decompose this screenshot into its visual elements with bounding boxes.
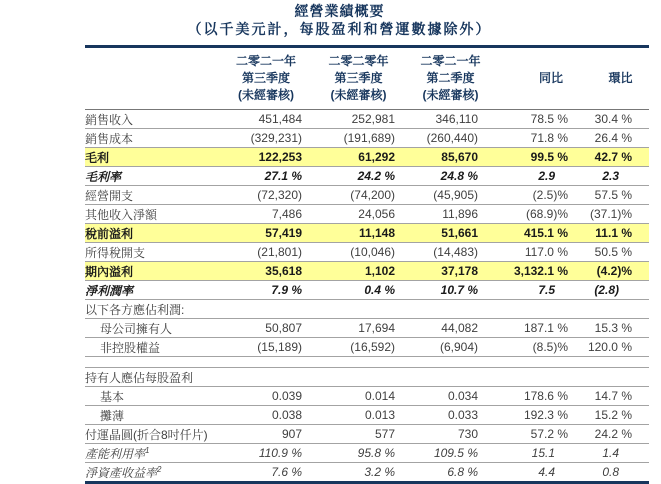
table-row [85, 406, 649, 425]
value-cell: 50.5 % [568, 243, 649, 262]
value-cell: 0.038 [230, 406, 302, 425]
value-cell: (4.2)% [568, 262, 649, 281]
value-cell: 27.1 % [230, 167, 302, 186]
row-label: 母公司擁有人 [85, 319, 230, 338]
table-row [85, 281, 649, 300]
value-cell: (72,320) [230, 186, 302, 205]
value-cell: 1.4 [568, 444, 649, 463]
value-cell: 26.4 % [568, 129, 649, 148]
value-cell: 117.0 % [478, 243, 568, 262]
value-cell: 1,102 [302, 262, 395, 281]
value-cell: 109.5 % [395, 444, 478, 463]
row-label: 以下各方應佔利潤: [85, 300, 230, 319]
value-cell: 11,896 [395, 205, 478, 224]
footnote-marker: 1 [145, 445, 150, 455]
value-cell: 17,694 [302, 319, 395, 338]
value-cell: 99.5 % [478, 148, 568, 167]
table-header [85, 48, 649, 110]
value-cell: 451,484 [230, 110, 302, 129]
value-cell: 11,148 [302, 224, 395, 243]
value-cell: 7.5 [478, 281, 568, 300]
value-cell: (260,440) [395, 129, 478, 148]
value-cell: 346,110 [395, 110, 478, 129]
table-row [85, 338, 649, 357]
value-cell: 71.8 % [478, 129, 568, 148]
value-cell: (14,483) [395, 243, 478, 262]
value-cell: (2.8) [568, 281, 649, 300]
table-row [85, 148, 649, 167]
financial-summary-page [0, 3, 649, 480]
value-cell: 57.2 % [478, 425, 568, 444]
row-label: 毛利 [85, 148, 230, 167]
value-cell: 0.013 [302, 406, 395, 425]
value-cell: 2.9 [478, 167, 568, 186]
row-label: 經營開支 [85, 186, 230, 205]
col-header-line: 二零二一年 [420, 54, 481, 68]
col-header-2021-q2 [395, 48, 481, 110]
results-summary-table [85, 48, 649, 484]
col-header-2020-q3 [302, 48, 395, 110]
value-cell: 14.7 % [568, 387, 649, 406]
value-cell [478, 368, 568, 387]
header-row [85, 48, 649, 110]
table-row [85, 243, 649, 262]
page-title: 經營業績概要 [294, 3, 385, 19]
row-label: 付運晶圓(折合8吋仟片) [85, 425, 230, 444]
value-cell: 4.4 [478, 463, 568, 483]
table-body [85, 110, 649, 483]
table-row [85, 425, 649, 444]
value-cell: 7,486 [230, 205, 302, 224]
value-cell: 0.034 [395, 387, 478, 406]
value-cell: (2.5)% [478, 186, 568, 205]
value-cell: (329,231) [230, 129, 302, 148]
col-header-line: 第三季度 [241, 71, 290, 85]
value-cell: (74,200) [302, 186, 395, 205]
value-cell: 0.033 [395, 406, 478, 425]
value-cell: (45,905) [395, 186, 478, 205]
value-cell: 24.8 % [395, 167, 478, 186]
document-header [30, 3, 649, 38]
value-cell: 15.3 % [568, 319, 649, 338]
value-cell: 7.6 % [230, 463, 302, 483]
value-cell: 415.1 % [478, 224, 568, 243]
row-label: 期內溢利 [85, 262, 230, 281]
table-row [85, 368, 649, 387]
value-cell: 51,661 [395, 224, 478, 243]
table-row [85, 205, 649, 224]
value-cell [395, 300, 478, 319]
page-subtitle: （以千美元計，每股盈利和營運數據除外） [187, 21, 492, 37]
value-cell [302, 300, 395, 319]
col-header-line: 第二季度 [426, 71, 475, 85]
value-cell: 24.2 % [302, 167, 395, 186]
value-cell: 0.014 [302, 387, 395, 406]
value-cell: 178.6 % [478, 387, 568, 406]
value-cell: (10,046) [302, 243, 395, 262]
value-cell: 11.1 % [568, 224, 649, 243]
value-cell: 44,082 [395, 319, 478, 338]
value-cell [395, 368, 478, 387]
table-row [85, 444, 649, 463]
spacer-cell [85, 357, 649, 368]
value-cell: 57.5 % [568, 186, 649, 205]
value-cell: 95.8 % [302, 444, 395, 463]
value-cell: (15,189) [230, 338, 302, 357]
spacer-row [85, 357, 649, 368]
col-header-2021-q3 [230, 48, 302, 110]
table-row [85, 110, 649, 129]
value-cell: 78.5 % [478, 110, 568, 129]
table-row [85, 186, 649, 205]
value-cell: 3.2 % [302, 463, 395, 483]
value-cell: 907 [230, 425, 302, 444]
table-row [85, 319, 649, 338]
value-cell: 2.3 [568, 167, 649, 186]
value-cell: 7.9 % [230, 281, 302, 300]
value-cell [568, 300, 649, 319]
col-header-line: (未經審核) [422, 88, 479, 102]
value-cell [230, 368, 302, 387]
corner-cell [85, 48, 230, 110]
row-label: 所得稅開支 [85, 243, 230, 262]
value-cell: (37.1)% [568, 205, 649, 224]
value-cell [568, 368, 649, 387]
col-header-line: 第三季度 [334, 71, 383, 85]
col-header-line: 二零二一年 [235, 54, 296, 68]
row-label: 攤薄 [85, 406, 230, 425]
value-cell: 61,292 [302, 148, 395, 167]
row-label: 稅前溢利 [85, 224, 230, 243]
value-cell: 0.039 [230, 387, 302, 406]
value-cell: (8.5)% [478, 338, 568, 357]
table-row [85, 129, 649, 148]
table-row [85, 262, 649, 281]
value-cell: 57,419 [230, 224, 302, 243]
value-cell: (68.9)% [478, 205, 568, 224]
footnote-marker: 2 [157, 464, 162, 474]
value-cell: 10.7 % [395, 281, 478, 300]
value-cell: 6.8 % [395, 463, 478, 483]
value-cell: 15.1 [478, 444, 568, 463]
value-cell: 15.2 % [568, 406, 649, 425]
value-cell: (191,689) [302, 129, 395, 148]
value-cell: 24,056 [302, 205, 395, 224]
row-label: 銷售收入 [85, 110, 230, 129]
table-row [85, 224, 649, 243]
value-cell: 122,253 [230, 148, 302, 167]
value-cell: 120.0 % [568, 338, 649, 357]
col-header-line: 同比 [538, 71, 563, 85]
value-cell: 30.4 % [568, 110, 649, 129]
value-cell: 50,807 [230, 319, 302, 338]
row-label: 淨資產收益率$^2$ [85, 463, 230, 483]
results-table-wrap [85, 45, 649, 484]
row-label: 持有人應佔每股盈利 [85, 368, 230, 387]
row-label: 毛利率 [85, 167, 230, 186]
value-cell: 42.7 % [568, 148, 649, 167]
value-cell [302, 368, 395, 387]
value-cell: 577 [302, 425, 395, 444]
col-header-qoq [568, 48, 649, 110]
value-cell: 252,981 [302, 110, 395, 129]
row-label: 基本 [85, 387, 230, 406]
table-row [85, 300, 649, 319]
row-label: 銷售成本 [85, 129, 230, 148]
col-header-line: 二零二零年 [328, 54, 389, 68]
value-cell [230, 300, 302, 319]
value-cell: 110.9 % [230, 444, 302, 463]
value-cell: 187.1 % [478, 319, 568, 338]
row-label: 非控股權益 [85, 338, 230, 357]
col-header-line: (未經審核) [330, 88, 387, 102]
table-row [85, 463, 649, 483]
value-cell: 24.2 % [568, 425, 649, 444]
col-header-line: 環比 [608, 71, 633, 85]
value-cell: 0.4 % [302, 281, 395, 300]
row-label: 淨利潤率 [85, 281, 230, 300]
value-cell: (21,801) [230, 243, 302, 262]
table-row [85, 167, 649, 186]
value-cell: (6,904) [395, 338, 478, 357]
table-row [85, 387, 649, 406]
value-cell: 3,132.1 % [478, 262, 568, 281]
row-label: 產能利用率$^1$ [85, 444, 230, 463]
value-cell: 37,178 [395, 262, 478, 281]
value-cell: 35,618 [230, 262, 302, 281]
value-cell: 192.3 % [478, 406, 568, 425]
row-label: 其他收入淨額 [85, 205, 230, 224]
value-cell: (16,592) [302, 338, 395, 357]
value-cell: 730 [395, 425, 478, 444]
value-cell [478, 300, 568, 319]
value-cell: 85,670 [395, 148, 478, 167]
col-header-line: (未經審核) [238, 88, 294, 102]
value-cell: 0.8 [568, 463, 649, 483]
